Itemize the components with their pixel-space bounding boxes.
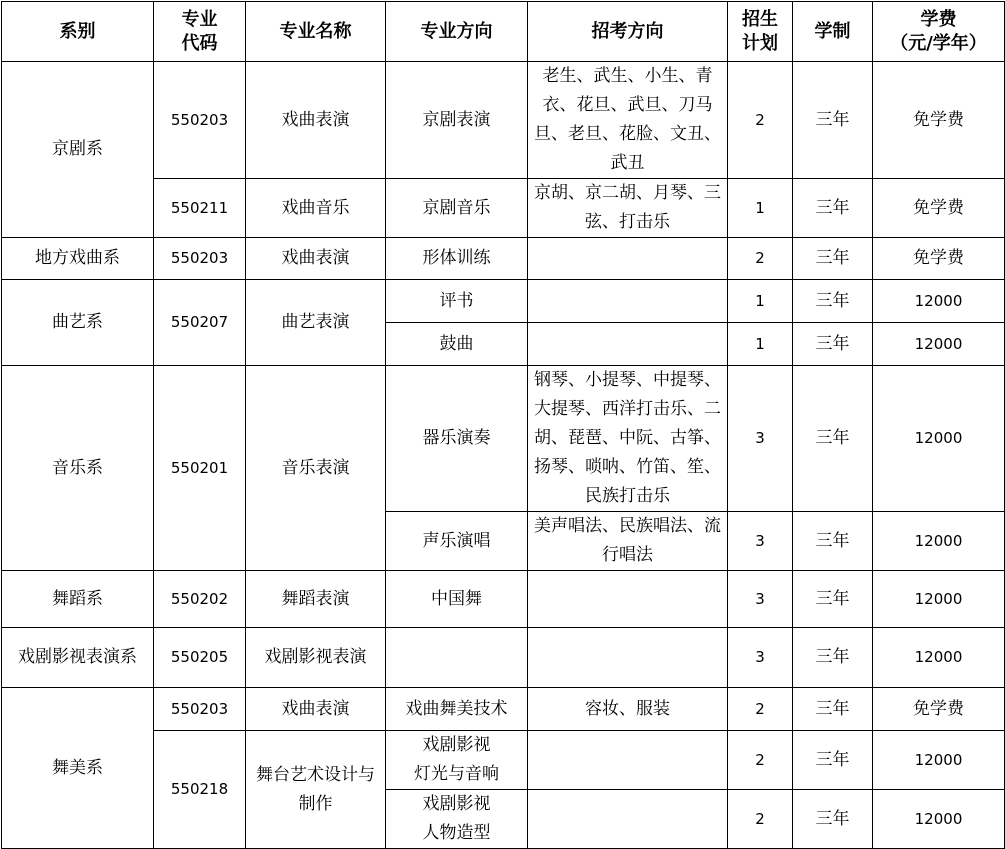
fee-cell: 免学费 <box>873 238 1005 280</box>
specialty-cell: 声乐演唱 <box>386 512 528 571</box>
header-row <box>2 2 1005 62</box>
specialty-cell: 形体训练 <box>386 238 528 280</box>
fee-cell: 12000 <box>873 731 1005 790</box>
table-row <box>2 62 1005 179</box>
table-row <box>2 280 1005 323</box>
major-cell: 音乐表演 <box>246 366 386 571</box>
table-row <box>2 628 1005 688</box>
specialty-cell <box>386 731 528 790</box>
exam-cell: 容妆、服装 <box>528 688 728 731</box>
header-department: 系别 <box>2 2 154 62</box>
code-cell: 550218 <box>154 731 246 849</box>
exam-cell <box>528 628 728 688</box>
table-row <box>2 238 1005 280</box>
code-cell: 550201 <box>154 366 246 571</box>
plan-cell: 2 <box>728 62 793 179</box>
major-cell: 戏曲表演 <box>246 238 386 280</box>
duration-cell: 三年 <box>793 179 873 238</box>
specialty-cell: 戏曲舞美技术 <box>386 688 528 731</box>
exam-cell <box>528 571 728 628</box>
fee-cell: 免学费 <box>873 688 1005 731</box>
header-code <box>154 2 246 62</box>
code-cell: 550203 <box>154 62 246 179</box>
code-cell: 550207 <box>154 280 246 366</box>
code-cell: 550203 <box>154 238 246 280</box>
fee-cell: 12000 <box>873 628 1005 688</box>
fee-cell: 免学费 <box>873 179 1005 238</box>
header-exam: 招考方向 <box>528 2 728 62</box>
header-fee-line1: 学费 <box>920 8 957 30</box>
major-cell: 戏曲表演 <box>246 688 386 731</box>
department-cell: 舞蹈系 <box>2 571 154 628</box>
exam-cell: 京胡、京二胡、月琴、三弦、打击乐 <box>528 179 728 238</box>
table-row <box>2 688 1005 731</box>
major-cell: 戏曲表演 <box>246 62 386 179</box>
enrollment-table <box>1 1 1005 849</box>
header-duration: 学制 <box>793 2 873 62</box>
department-cell: 地方戏曲系 <box>2 238 154 280</box>
plan-cell: 3 <box>728 366 793 512</box>
plan-cell: 1 <box>728 323 793 366</box>
code-cell: 550205 <box>154 628 246 688</box>
fee-cell: 12000 <box>873 280 1005 323</box>
exam-cell <box>528 323 728 366</box>
major-cell: 戏曲音乐 <box>246 179 386 238</box>
code-cell: 550202 <box>154 571 246 628</box>
table-row <box>2 571 1005 628</box>
exam-cell: 老生、武生、小生、青衣、花旦、武旦、刀马旦、老旦、花脸、文丑、武丑 <box>528 62 728 179</box>
plan-cell: 3 <box>728 512 793 571</box>
exam-cell: 美声唱法、民族唱法、流行唱法 <box>528 512 728 571</box>
department-cell: 舞美系 <box>2 688 154 849</box>
duration-cell: 三年 <box>793 790 873 849</box>
plan-cell: 3 <box>728 628 793 688</box>
exam-cell <box>528 731 728 790</box>
duration-cell: 三年 <box>793 688 873 731</box>
specialty-cell: 京剧音乐 <box>386 179 528 238</box>
specialty-cell: 京剧表演 <box>386 62 528 179</box>
specialty-line2: 人物造型 <box>422 823 491 843</box>
header-plan-line2: 计划 <box>742 32 778 54</box>
fee-cell: 12000 <box>873 366 1005 512</box>
header-fee <box>873 2 1005 62</box>
duration-cell: 三年 <box>793 731 873 790</box>
table-row <box>2 366 1005 512</box>
duration-cell: 三年 <box>793 238 873 280</box>
duration-cell: 三年 <box>793 62 873 179</box>
specialty-cell: 评书 <box>386 280 528 323</box>
code-cell: 550203 <box>154 688 246 731</box>
plan-cell: 1 <box>728 280 793 323</box>
duration-cell: 三年 <box>793 571 873 628</box>
major-cell: 曲艺表演 <box>246 280 386 366</box>
exam-cell: 钢琴、小提琴、中提琴、大提琴、西洋打击乐、二胡、琵琶、中阮、古筝、扬琴、唢呐、竹笛、笙、民族打击乐 <box>528 366 728 512</box>
specialty-cell: 鼓曲 <box>386 323 528 366</box>
header-specialty: 专业方向 <box>386 2 528 62</box>
code-cell: 550211 <box>154 179 246 238</box>
major-cell: 舞台艺术设计与制作 <box>246 731 386 849</box>
fee-cell: 免学费 <box>873 62 1005 179</box>
duration-cell: 三年 <box>793 366 873 512</box>
plan-cell: 1 <box>728 179 793 238</box>
specialty-cell: 中国舞 <box>386 571 528 628</box>
specialty-line2: 灯光与音响 <box>414 764 499 784</box>
department-cell: 曲艺系 <box>2 280 154 366</box>
department-cell: 音乐系 <box>2 366 154 571</box>
header-plan-line1: 招生 <box>742 8 778 30</box>
exam-cell <box>528 280 728 323</box>
specialty-line1: 戏剧影视 <box>422 735 491 755</box>
duration-cell: 三年 <box>793 512 873 571</box>
exam-cell <box>528 238 728 280</box>
plan-cell: 2 <box>728 688 793 731</box>
specialty-line1: 戏剧影视 <box>422 794 491 814</box>
fee-cell: 12000 <box>873 571 1005 628</box>
plan-cell: 3 <box>728 571 793 628</box>
major-cell: 舞蹈表演 <box>246 571 386 628</box>
plan-cell: 2 <box>728 731 793 790</box>
plan-cell: 2 <box>728 790 793 849</box>
header-code-line2: 代码 <box>181 32 218 54</box>
department-cell: 京剧系 <box>2 62 154 238</box>
specialty-cell <box>386 628 528 688</box>
header-code-line1: 专业 <box>181 8 218 30</box>
header-major: 专业名称 <box>246 2 386 62</box>
fee-cell: 12000 <box>873 323 1005 366</box>
duration-cell: 三年 <box>793 323 873 366</box>
fee-cell: 12000 <box>873 512 1005 571</box>
department-cell: 戏剧影视表演系 <box>2 628 154 688</box>
header-plan <box>728 2 793 62</box>
duration-cell: 三年 <box>793 280 873 323</box>
duration-cell: 三年 <box>793 628 873 688</box>
plan-cell: 2 <box>728 238 793 280</box>
major-cell: 戏剧影视表演 <box>246 628 386 688</box>
header-fee-line2: （元/学年） <box>890 32 987 54</box>
specialty-cell: 器乐演奏 <box>386 366 528 512</box>
fee-cell: 12000 <box>873 790 1005 849</box>
